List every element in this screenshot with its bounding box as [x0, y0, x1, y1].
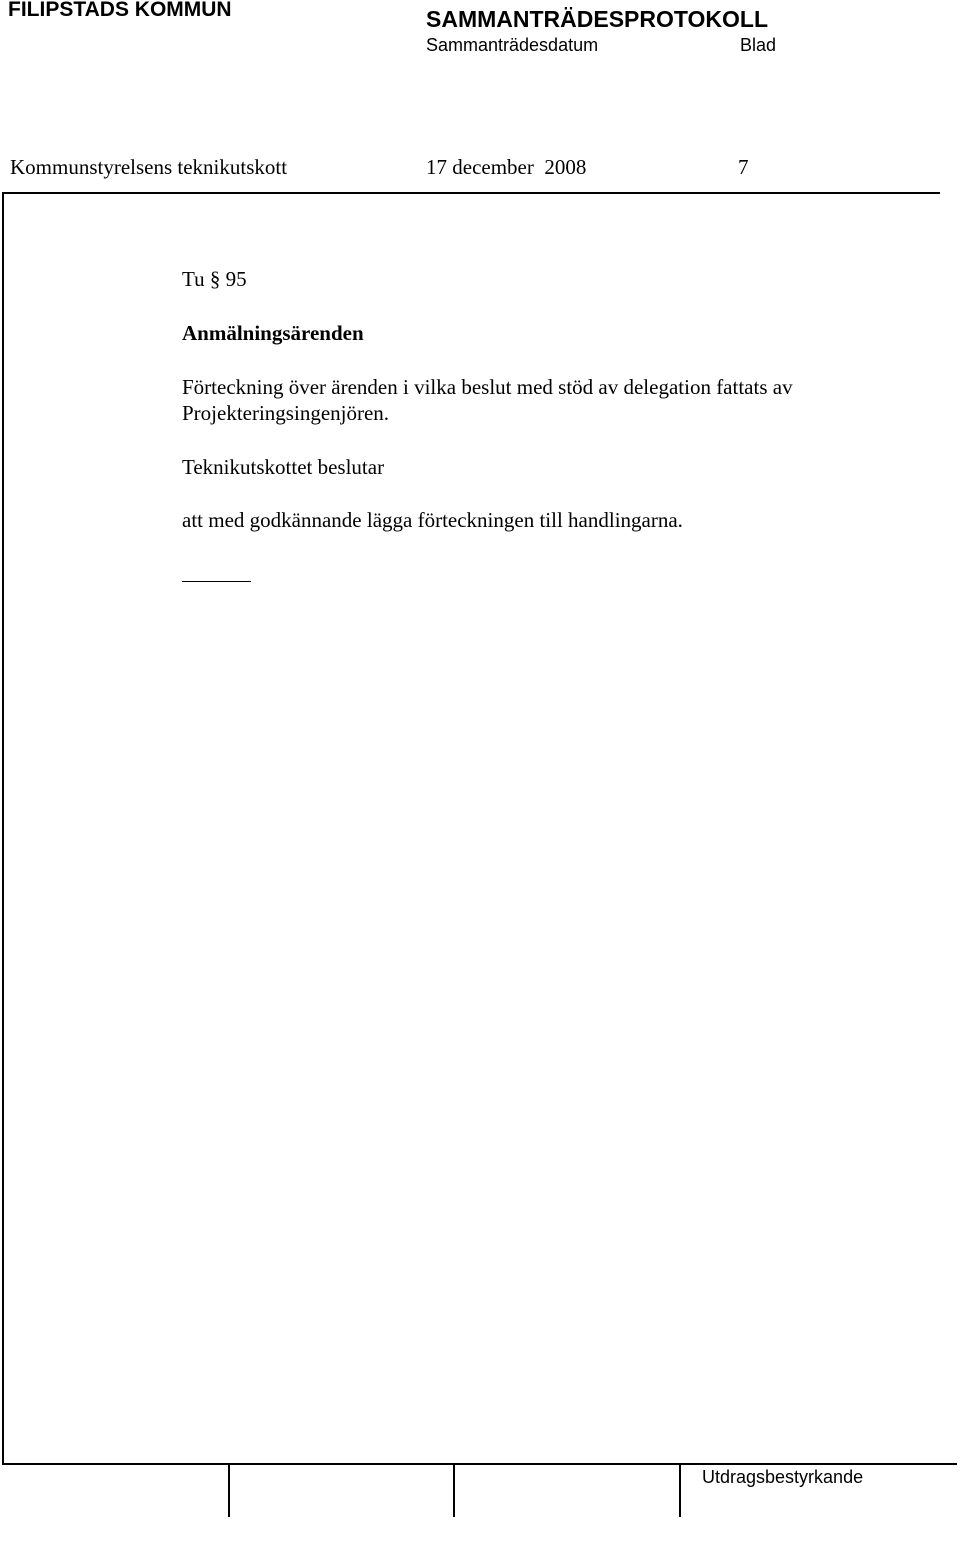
committee-name: Kommunstyrelsens teknikutskott [10, 155, 288, 179]
paragraph-line-2: Projekteringsingenjören. [182, 401, 390, 425]
meeting-date-label: Sammanträdesdatum [426, 35, 599, 55]
header-divider [2, 192, 940, 194]
decision-text: att med godkännande lägga förteckningen till handlingarna. [182, 508, 683, 532]
section-number: Tu § 95 [182, 267, 247, 291]
document-title: SAMMANTRÄDESPROTOKOLL [426, 6, 769, 32]
footer-cell-divider [228, 1463, 230, 1517]
organization-name: FILIPSTADS KOMMUN [8, 0, 232, 21]
page-label: Blad [740, 35, 777, 55]
decision-intro: Teknikutskottet beslutar [182, 455, 385, 479]
certification-label: Utdragsbestyrkande [702, 1467, 864, 1487]
footer-divider [2, 1463, 957, 1465]
section-end-rule [182, 581, 251, 582]
paragraph-line-1: Förteckning över ärenden i vilka beslut med stöd av delegation fattats av [182, 375, 793, 399]
footer-cell-divider [453, 1463, 455, 1517]
meeting-date: 17 december 2008 [426, 155, 587, 179]
footer-cell-divider [679, 1463, 681, 1517]
page-number: 7 [738, 155, 749, 179]
section-title: Anmälningsärenden [182, 321, 364, 345]
margin-rule [2, 192, 4, 1464]
